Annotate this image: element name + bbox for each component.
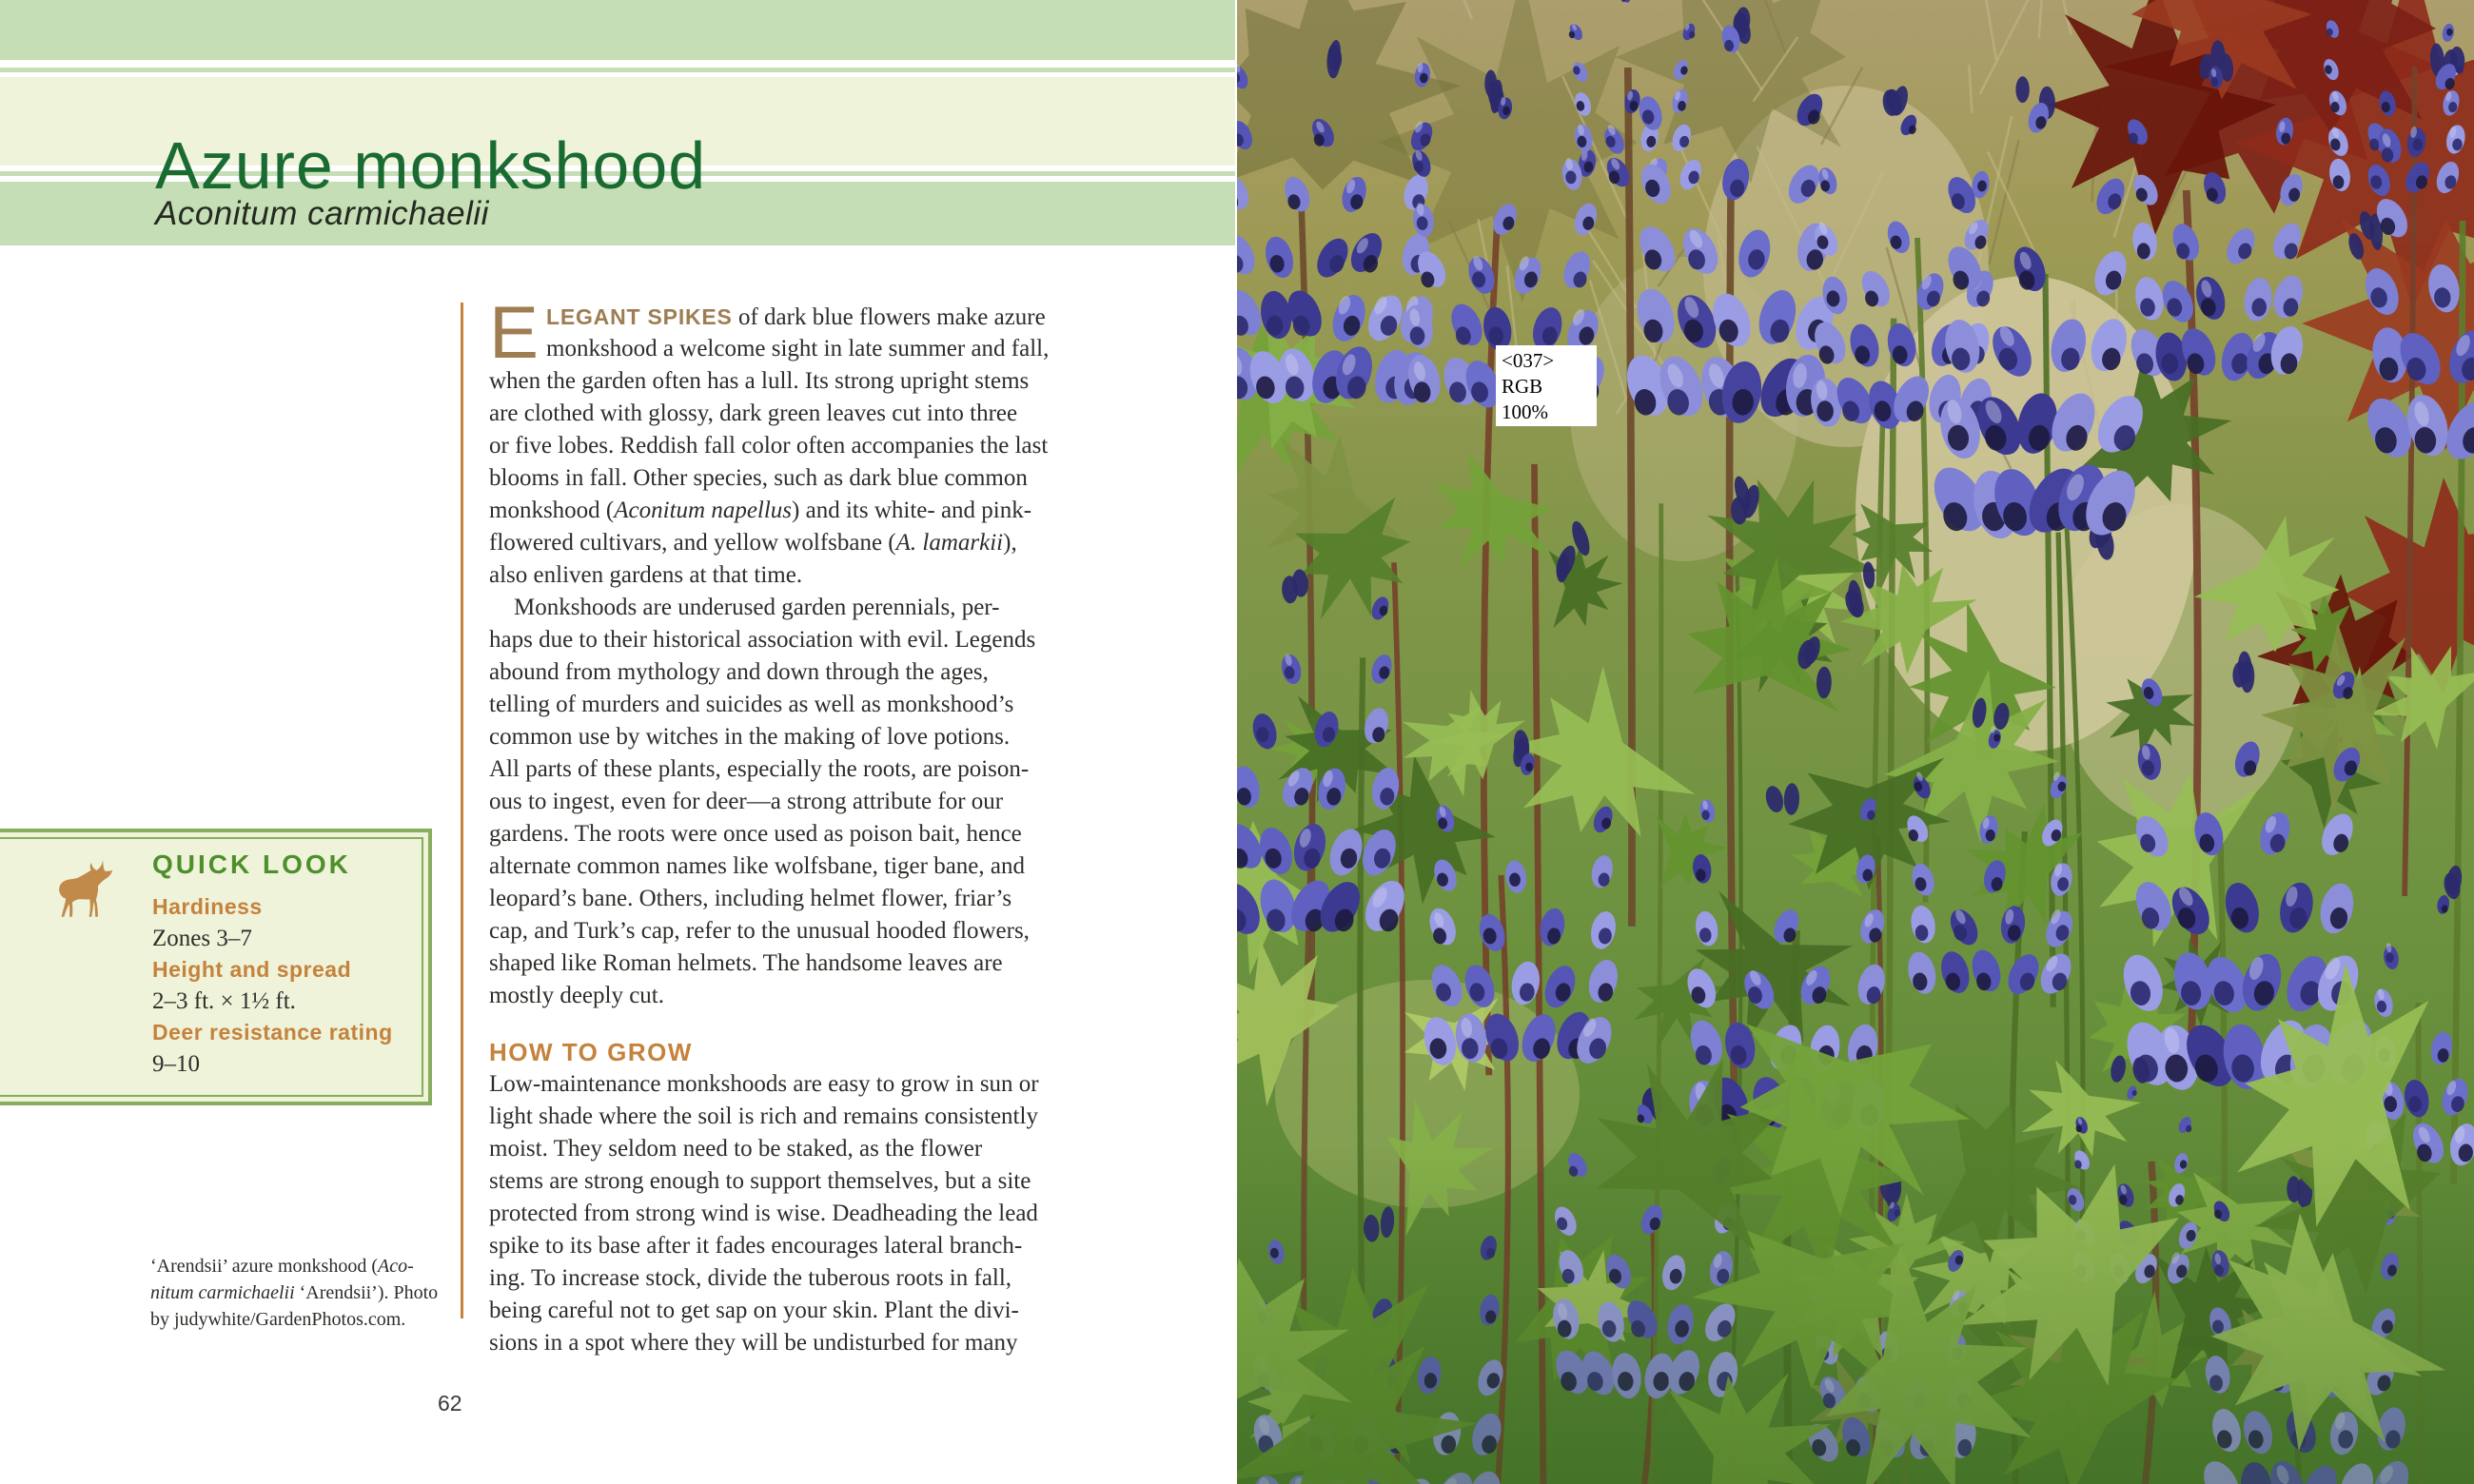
- drop-cap: E: [489, 290, 540, 374]
- text-run: spike to its base after it fades encourages lateral branch-: [489, 1233, 1023, 1259]
- text-run: by judywhite/GardenPhotos.com.: [150, 1309, 406, 1330]
- column-rule: [461, 303, 463, 1318]
- quick-look-box: [0, 829, 432, 1105]
- body-text-line: [489, 1230, 1155, 1262]
- text-run: flowered cultivars, and yellow wolfsbane (: [489, 530, 896, 556]
- italic-run: Aconitum napellus: [614, 498, 793, 523]
- body-text-line: [489, 333, 1155, 365]
- body-text-line: [489, 850, 1155, 883]
- paragraph: [489, 1068, 1155, 1359]
- text-run: protected from strong wind is wise. Deadheading the lead: [489, 1201, 1038, 1226]
- text-run: blooms in fall. Other species, such as dark blue common: [489, 465, 1028, 491]
- header-rule-top: [0, 68, 1235, 72]
- text-run: monkshood a welcome sight in late summer and fall,: [546, 336, 1050, 361]
- annotation-line: <037>: [1502, 349, 1555, 372]
- text-run: cap, and Turk’s cap, refer to the unusual hooded flowers,: [489, 918, 1030, 944]
- italic-run: A. lamarkii: [895, 530, 1004, 556]
- text-run: also enliven gardens at that time.: [489, 562, 803, 588]
- body-text-line: [489, 559, 1155, 592]
- caption-line: [150, 1279, 438, 1306]
- quick-look-label: Deer resistance rating: [152, 1020, 393, 1045]
- quick-look-value: Zones 3–7: [152, 926, 252, 951]
- body-text-line: [489, 527, 1155, 559]
- text-run: moist. They seldom need to be staked, as the flower: [489, 1136, 983, 1162]
- text-run: ing. To increase stock, divide the tuberous roots in fall,: [489, 1265, 1012, 1291]
- text-run: alternate common names like wolfsbane, tiger bane, and: [489, 853, 1025, 879]
- page-title: Azure monkshood: [155, 128, 707, 204]
- annotation-line: 100%: [1502, 400, 1548, 423]
- photo-caption: [150, 1253, 438, 1333]
- text-run: mostly deeply cut.: [489, 983, 664, 1008]
- text-run: of dark blue flowers make azure: [737, 304, 1046, 330]
- body-text-line: [489, 430, 1155, 462]
- text-run: leopard’s bane. Others, including helmet flower, friar’s: [489, 886, 1012, 911]
- body-text-line: [489, 1165, 1155, 1198]
- paragraph: [489, 592, 1155, 1012]
- text-run: being careful not to get sap on your skin. Plant the divi-: [489, 1298, 1019, 1323]
- italic-run: Aco-: [378, 1256, 414, 1277]
- text-run: when the garden often has a lull. Its strong upright stems: [489, 368, 1030, 394]
- monkshood-photo-illustration: [1237, 0, 2474, 1484]
- page-subtitle: Aconitum carmichaelii: [155, 194, 489, 232]
- text-run: All parts of these plants, especially the roots, are poison-: [489, 756, 1030, 782]
- body-text-line: [489, 1101, 1155, 1133]
- photo: [1237, 0, 2474, 1484]
- deer-icon: [55, 845, 118, 932]
- body-text-line: [489, 1133, 1155, 1165]
- quick-look-value: 2–3 ft. × 1½ ft.: [152, 988, 296, 1014]
- quick-look-label: Hardiness: [152, 894, 263, 919]
- body-text-line: [489, 365, 1155, 398]
- body-text-line: [489, 883, 1155, 915]
- body-text-line: [489, 1198, 1155, 1230]
- body-text-line: [489, 624, 1155, 656]
- body-text-line: [489, 1262, 1155, 1295]
- body-text-line: [489, 462, 1155, 495]
- body-text-line: [489, 1068, 1155, 1101]
- body-text-line: [489, 301, 1155, 333]
- body-text-line: [489, 495, 1155, 527]
- text-run: Monkshoods are underused garden perennials, per-: [514, 595, 1000, 620]
- text-run: are clothed with glossy, dark green leaves cut into three: [489, 400, 1018, 426]
- text-run: shaped like Roman helmets. The handsome leaves are: [489, 950, 1003, 976]
- text-run: telling of murders and suicides as well as monkshood’s: [489, 692, 1014, 717]
- article-body: [489, 290, 1155, 1359]
- text-run: ) and its white- and pink-: [792, 498, 1032, 523]
- body-text-line: [489, 947, 1155, 980]
- annotation-line: RGB: [1502, 375, 1543, 398]
- paragraph: [489, 290, 1155, 592]
- text-run: ‘Arendsii’ azure monkshood (: [150, 1256, 379, 1277]
- body-text-line: [489, 656, 1155, 689]
- text-run: common use by witches in the making of love potions.: [489, 724, 1011, 750]
- page-number: 62: [438, 1391, 462, 1416]
- body-text-line: [489, 398, 1155, 430]
- text-run: haps due to their historical association with evil. Legends: [489, 627, 1036, 653]
- header-band-top: [0, 0, 1235, 60]
- body-text-line: [489, 721, 1155, 753]
- body-text-line: [489, 786, 1155, 818]
- text-run: ),: [1003, 530, 1017, 556]
- text-run: stems are strong enough to support themselves, but a site: [489, 1168, 1031, 1194]
- text-run: gardens. The roots were once used as poison bait, hence: [489, 821, 1022, 847]
- body-text-line: [489, 915, 1155, 947]
- body-text-line: [489, 592, 1155, 624]
- text-run: Low-maintenance monkshoods are easy to grow in sun or: [489, 1071, 1039, 1097]
- photo-annotation: [1496, 345, 1597, 426]
- text-run: light shade where the soil is rich and remains consistently: [489, 1103, 1038, 1129]
- body-text-line: [489, 689, 1155, 721]
- body-text-line: [489, 818, 1155, 850]
- text-run: abound from mythology and down through the ages,: [489, 659, 989, 685]
- section-heading: HOW TO GROW: [489, 1038, 693, 1066]
- lead-in: LEGANT SPIKES: [546, 304, 733, 329]
- text-run: ‘Arendsii’). Photo: [294, 1282, 439, 1303]
- text-run: or five lobes. Reddish fall color often accompanies the last: [489, 433, 1049, 459]
- body-text-line: [489, 980, 1155, 1012]
- text-run: sions in a spot where they will be undisturbed for many: [489, 1330, 1018, 1356]
- body-text-line: [489, 1327, 1155, 1359]
- quick-look-items: [152, 891, 393, 1080]
- quick-look-title: QUICK LOOK: [152, 849, 351, 879]
- body-text-line: [489, 753, 1155, 786]
- quick-look-value: 9–10: [152, 1051, 200, 1077]
- text-run: ous to ingest, even for deer—a strong attribute for our: [489, 789, 1004, 814]
- text-run: monkshood (: [489, 498, 615, 523]
- caption-line: [150, 1253, 438, 1279]
- caption-line: [150, 1306, 438, 1333]
- quick-look-label: Height and spread: [152, 957, 352, 982]
- body-text-line: [489, 1295, 1155, 1327]
- italic-run: nitum carmichaelii: [150, 1282, 295, 1303]
